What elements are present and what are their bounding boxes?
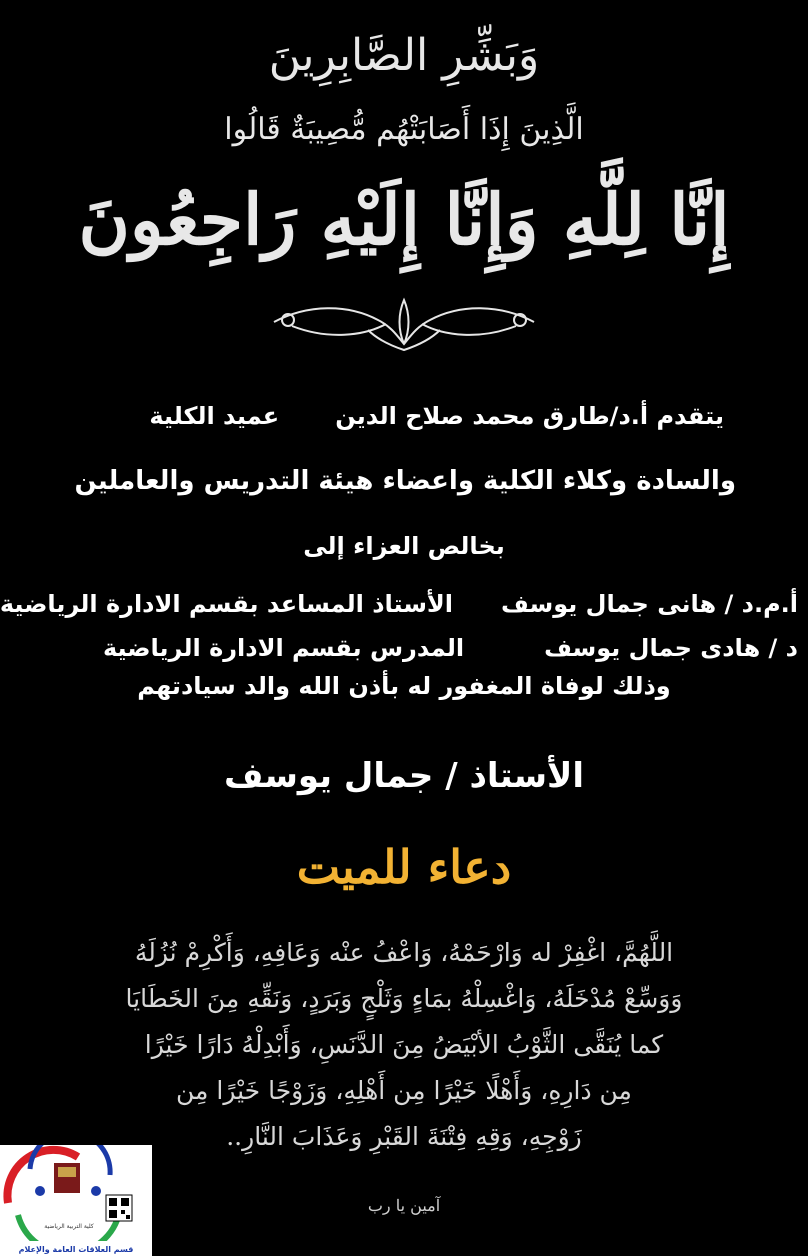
dua-line: مِن دَارِهِ، وَأَهْلًا خَيْرًا مِن أَهْلِهِ، وَزَوْجًا خَيْرًا مِن — [176, 1076, 632, 1105]
dua-text — [40, 930, 768, 1160]
verse-line-3-calligraphy: إِنَّا لِلَّهِ وَإِنَّا إِلَيْهِ رَاجِعُونَ — [78, 178, 730, 261]
presenter-line — [149, 402, 724, 430]
recipient-1-role: الأستاذ المساعد بقسم الادارة الرياضية — [0, 590, 454, 618]
dua-ending: آمين يا رب — [367, 1196, 441, 1215]
recipient-2-role: المدرس بقسم الادارة الرياضية — [102, 634, 465, 662]
dua-title: دعاء للميت — [296, 840, 512, 894]
staff-line: والسادة وكلاء الكلية واعضاء هيئة التدريس والعاملين — [74, 466, 736, 496]
dua-line: اللَّهُمَّ، اغْفِرْ له وَارْحَمْهُ، وَاعْفُ عنْه وَعَافِهِ، وَأَكْرِمْ نُزُلَهُ — [134, 938, 674, 967]
logo-subtitle: كلية التربية الرياضية — [44, 1223, 94, 1230]
recipient-1-name: أ.م.د / هانى جمال يوسف — [501, 590, 798, 618]
dua-line: زَوْجِهِ، وَقِهِ فِتْنَةَ القَبْرِ وَعَذَابَ النَّارِ.. — [226, 1122, 582, 1151]
presenter-name: يتقدم أ.د/طارق محمد صلاح الدين — [335, 402, 724, 430]
deceased-name: الأستاذ / جمال يوسف — [223, 756, 584, 796]
dua-line: وَوَسِّعْ مُدْخَلَهُ، وَاغْسِلْهُ بمَاءٍ وَثَلْجٍ وَبَرَدٍ، وَنَقِّهِ مِنَ الخَطَايَا — [125, 984, 683, 1013]
dua-line: كما يُنَقَّى الثَّوْبُ الأبْيَضُ مِنَ الدَّنَسِ، وَأَبْدِلْهُ دَارًا خَيْرًا — [144, 1030, 664, 1059]
reason-line: وذلك لوفاة المغفور له بأذن الله والد سيادتهم — [137, 672, 671, 700]
logo-caption: قسم العلاقات العامة والإعلام — [18, 1245, 134, 1254]
recipient-2 — [103, 634, 798, 662]
presenter-title: عميد الكلية — [149, 402, 280, 430]
condolence-line: بخالص العزاء إلى — [303, 532, 505, 560]
department-logo — [0, 1145, 152, 1256]
verse-line-1: وَبَشِّرِ الصَّابِرِينَ — [268, 30, 540, 81]
recipient-1 — [0, 590, 798, 618]
verse-line-2: الَّذِينَ إِذَا أَصَابَتْهُم مُّصِيبَةٌ قَالُوا — [224, 112, 584, 147]
ornament-divider-icon — [268, 290, 540, 360]
recipient-2-name: د / هادى جمال يوسف — [544, 634, 798, 662]
